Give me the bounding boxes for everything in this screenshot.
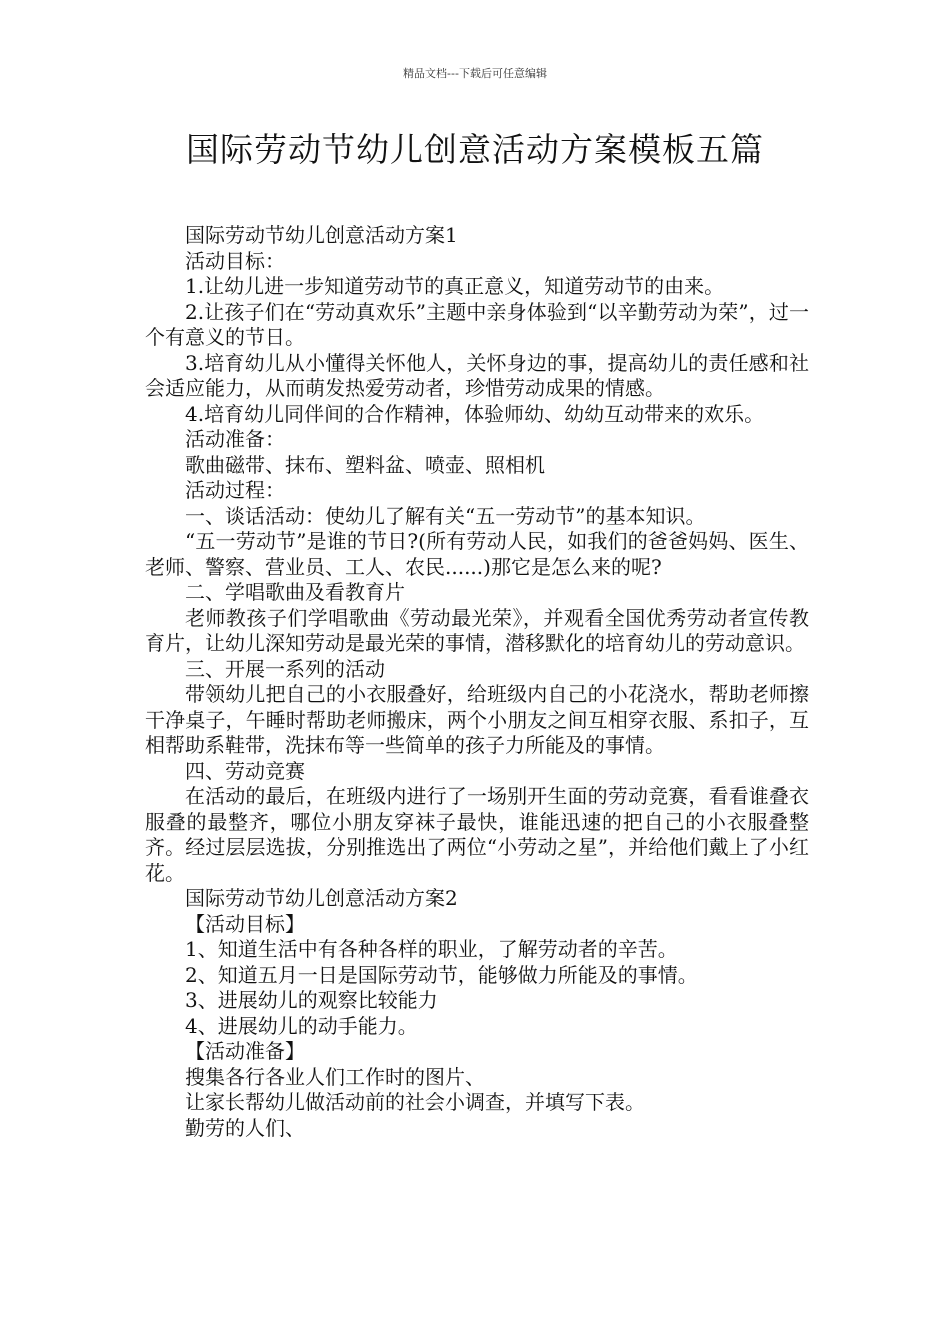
paragraph: 1.让幼儿进一步知道劳动节的真正意义，知道劳动节的由来。 [185, 274, 725, 298]
paragraph: 在活动的最后，在班级内进行了一场别开生面的劳动竞赛，看看谁叠衣服叠的最整齐，哪位小朋友穿袜子最快，谁能迅速的把自己的小衣服叠整齐。经过层层选拔，分别推选出了两位“小劳动之星”，并给他们戴上了小红花。 [145, 784, 809, 885]
paragraph: 【活动准备】 [185, 1039, 305, 1063]
paragraph: 活动过程： [185, 478, 285, 502]
paragraph: 2、知道五月一日是国际劳动节，能够做力所能及的事情。 [185, 962, 698, 987]
paragraph: 4、进展幼儿的动手能力。 [185, 1013, 418, 1038]
paragraph: 国际劳动节幼儿创意活动方案1 [185, 223, 458, 247]
paragraph: 搜集各行各业人们工作时的图片、 [185, 1064, 485, 1089]
paragraph: 1、知道生活中有各种各样的职业，了解劳动者的辛苦。 [185, 937, 678, 961]
paragraph: 4.培育幼儿同伴间的合作精神，体验师幼、幼幼互动带来的欢乐。 [185, 401, 765, 426]
paragraph: 三、开展一系列的活动 [185, 656, 385, 681]
paragraph: 四、劳动竞赛 [185, 758, 305, 783]
paragraph: 勤劳的人们、 [185, 1115, 305, 1140]
paragraph: 活动目标： [185, 248, 285, 273]
paragraph: 带领幼儿把自己的小衣服叠好，给班级内自己的小花浇水，帮助老师擦干净桌子，午睡时帮助老师搬床，两个小朋友之间互相穿衣服、系扣子，互相帮助系鞋带，洗抹布等一些简单的孩子力所能及的事情。 [145, 682, 809, 757]
paragraph: 二、学唱歌曲及看教育片 [185, 580, 405, 604]
paragraph: 3.培育幼儿从小懂得关怀他人，关怀身边的事，提高幼儿的责任感和社会适应能力，从而萌发热爱劳动者，珍惜劳动成果的情感。 [145, 350, 809, 400]
document-title: 国际劳动节幼儿创意活动方案模板五篇 [186, 130, 764, 169]
document-body [145, 223, 809, 1141]
paragraph: 【活动目标】 [185, 911, 305, 936]
paragraph: 2.让孩子们在“劳动真欢乐”主题中亲身体验到“以辛勤劳动为荣”，过一个有意义的节日。 [145, 299, 809, 349]
paragraph: 国际劳动节幼儿创意活动方案2 [185, 886, 458, 910]
paragraph: “五一劳动节”是谁的节日?(所有劳动人民，如我们的爸爸妈妈、医生、老师、警察、营业员、工人、农民......)那它是怎么来的呢? [145, 529, 809, 579]
paragraph: 老师教孩子们学唱歌曲《劳动最光荣》，并观看全国优秀劳动者宣传教育片，让幼儿深知劳动是最光荣的事情，潜移默化的培育幼儿的劳动意识。 [145, 605, 809, 655]
paragraph: 一、谈话活动：使幼儿了解有关“五一劳动节”的基本知识。 [185, 503, 706, 528]
paragraph: 歌曲磁带、抹布、塑料盆、喷壶、照相机 [185, 452, 545, 477]
header-note: 精品文档---下载后可任意编辑 [403, 67, 547, 80]
paragraph: 活动准备： [185, 427, 285, 451]
paragraph: 3、进展幼儿的观察比较能力 [185, 988, 438, 1012]
paragraph: 让家长帮幼儿做活动前的社会小调查，并填写下表。 [185, 1090, 645, 1114]
